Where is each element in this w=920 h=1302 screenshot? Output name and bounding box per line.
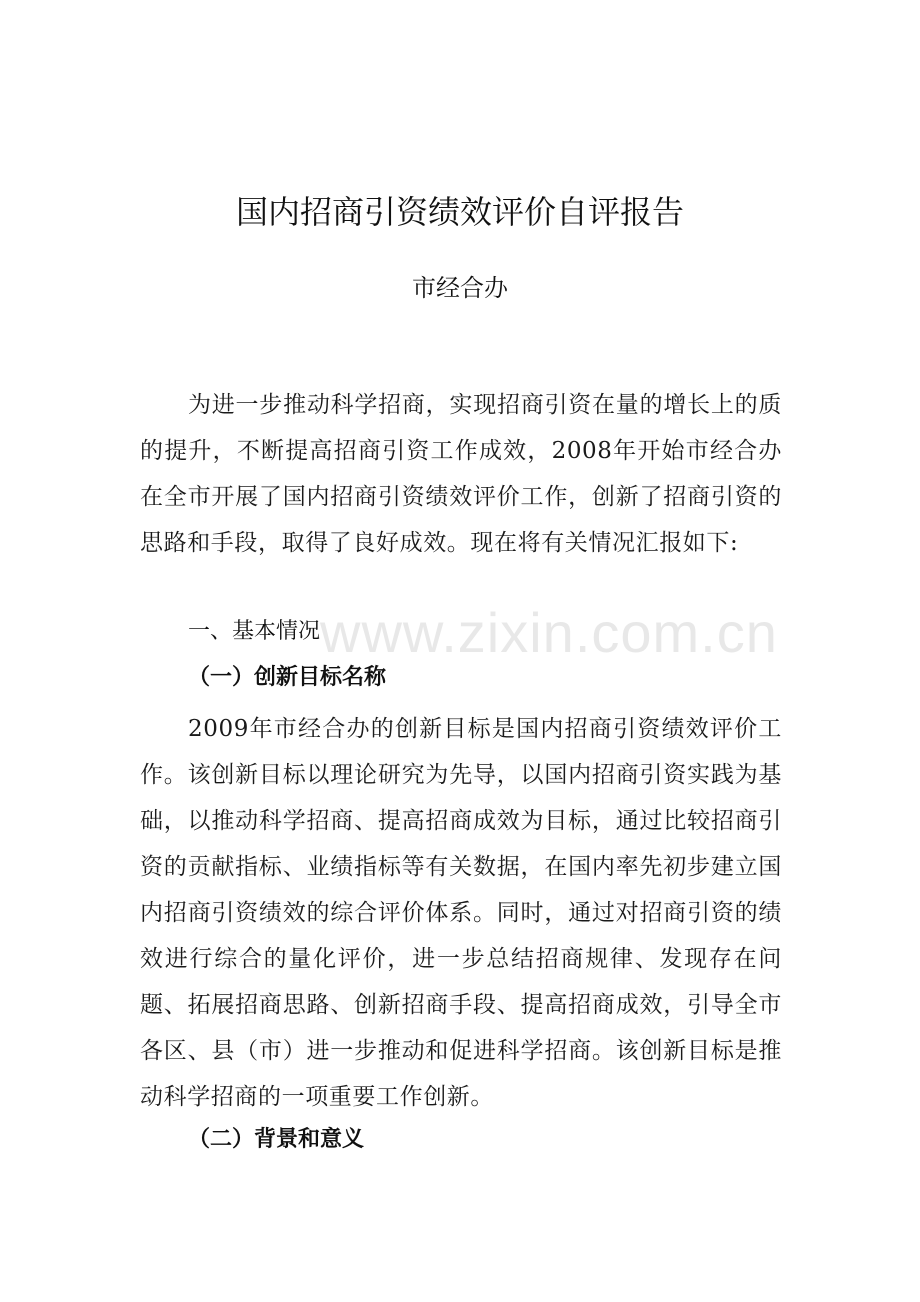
subsection-heading-background: （二）背景和意义 xyxy=(188,1127,365,1152)
subsection-heading-innovation-goal: （一）创新目标名称 xyxy=(188,665,387,690)
document-title: 国内招商引资绩效评价自评报告 xyxy=(235,193,684,231)
document-author: 市经合办 xyxy=(412,274,508,302)
section-heading-basic-info: 一、基本情况 xyxy=(188,619,321,644)
watermark: www.zixin.com.cn xyxy=(320,601,778,664)
intro-paragraph: 为进一步推动科学招商，实现招商引资在量的增长上的质的提升，不断提高招商引资工作成效，2008年开始市经合办在全市开展了国内招商引资绩效评价工作，创新了招商引资的思路和手段，取得了良好成效。现在将有关情况汇报如下: xyxy=(140,392,782,556)
innovation-goal-paragraph: 2009年市经合办的创新目标是国内招商引资绩效评价工作。该创新目标以理论研究为先导，以国内招商引资实践为基础，以推动科学招商、提高招商成效为目标，通过比较招商引资的贡献指标、业绩指标等有关数据，在国内率先初步建立国内招商引资绩效的综合评价体系。同时，通过对招商引资的绩效进行综合的量化评价，进一步总结招商规律、发现存在问题、拓展招商思路、创新招商手段、提高招商成效，引导全市各区、县（市）进一步推动和促进科学招商。该创新目标是推动科学招商的一项重要工作创新。 xyxy=(140,716,782,1110)
